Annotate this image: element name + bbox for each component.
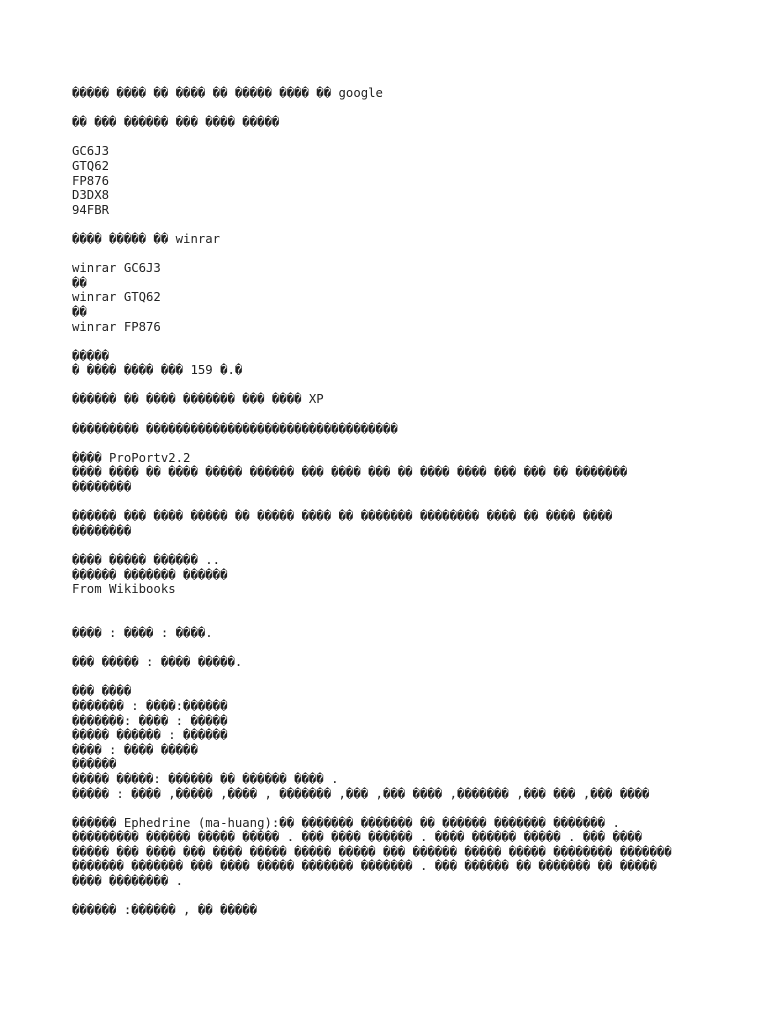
text-line: ������ :������ , �� ����� [72, 903, 258, 918]
text-line: ������� : ����:������ [72, 698, 228, 713]
text-line: ������ �� ���� ������� ��� ���� XP [72, 392, 324, 407]
text-line: � ���� ���� ��� 159 �.� [72, 363, 243, 378]
document-text [72, 86, 752, 918]
source-line: From Wikibooks [72, 582, 176, 597]
blank-line [72, 889, 752, 904]
blank-line [72, 407, 752, 422]
blank-line [72, 334, 752, 349]
blank-line [72, 101, 752, 116]
text-line: ��������� ������ ����� ����� . ��� ���� ������ . ���� ������ ����� . ��� ���� [72, 830, 643, 845]
text-line: ���� : ���� ����� [72, 742, 198, 757]
blank-line [72, 217, 752, 232]
text-line: ������� ������� ��� ���� ����� ������� ������� . ��� ������ �� ������� �� ����� [72, 859, 657, 874]
key-code-line: GTQ62 [72, 158, 110, 173]
text-line: ���� ����� ������ .. [72, 553, 221, 567]
blank-line [72, 670, 752, 685]
blank-line [72, 801, 752, 816]
text-line: �� ��� ������ ��� ���� ����� [72, 115, 280, 130]
text-line: ���� : ���� : ����. [72, 625, 213, 640]
key-code-line: GC6J3 [72, 144, 110, 159]
text-line: ����� [72, 348, 110, 363]
text-line: ����� ������ : ������ [72, 728, 228, 743]
text-line: �������: ���� : ����� [72, 713, 228, 728]
blank-line [72, 538, 752, 553]
text-line: ���� ���� �� ���� ����� ������ ��� ���� ��� �� ���� ���� ��� ��� �� ������� [72, 465, 628, 480]
text-line: ���� ����� �� winrar [72, 231, 221, 246]
text-line: ��������� ���������������������������������� [72, 421, 398, 436]
blank-line [72, 641, 752, 656]
blank-line [72, 247, 752, 262]
text-line: �������� [72, 480, 132, 495]
text-line: ���� ProPortv2.2 [72, 450, 191, 465]
text-line: ��� ���� [72, 684, 132, 699]
text-line: winrar FP876 [72, 319, 161, 334]
text-line: ����� �����: ������ �� ������ ���� . [72, 771, 339, 786]
text-line: winrar GC6J3 [72, 261, 161, 276]
text-line: �������� [72, 523, 132, 538]
text-line: ������ Ephedrine (ma-huang):�� ������� ������� �� ������ ������� ������� . [72, 815, 620, 830]
blank-line [72, 597, 752, 612]
blank-line [72, 495, 752, 510]
text-line: ������ ������� ������ [72, 567, 228, 582]
key-code-line: FP876 [72, 173, 110, 188]
blank-line [72, 378, 752, 393]
text-line: ���� �������� . [72, 874, 184, 889]
text-line: �� [72, 304, 87, 319]
text-line: ������ [72, 757, 117, 772]
text-line: ����� ��� ���� ��� ���� ����� ����� ����� ��� ������ ����� ����� �������� ������� [72, 844, 672, 859]
blank-line [72, 611, 752, 626]
key-code-line: 94FBR [72, 202, 110, 217]
text-line: ������ ��� ���� ����� �� ����� ���� �� ������� �������� ���� �� ���� ���� [72, 509, 613, 524]
text-line: ����� : ���� ,����� ,���� , ������� ,��� ,��� ���� ,������� ,��� ��� ,��� ���� [72, 786, 650, 801]
blank-line [72, 130, 752, 145]
key-code-line: D3DX8 [72, 188, 110, 203]
blank-line [72, 436, 752, 451]
text-line: �� [72, 275, 87, 290]
text-line: ��� ����� : ���� �����. [72, 655, 243, 670]
text-line: winrar GTQ62 [72, 290, 161, 305]
text-line: ����� ���� �� ���� �� ����� ���� �� google [72, 86, 383, 100]
